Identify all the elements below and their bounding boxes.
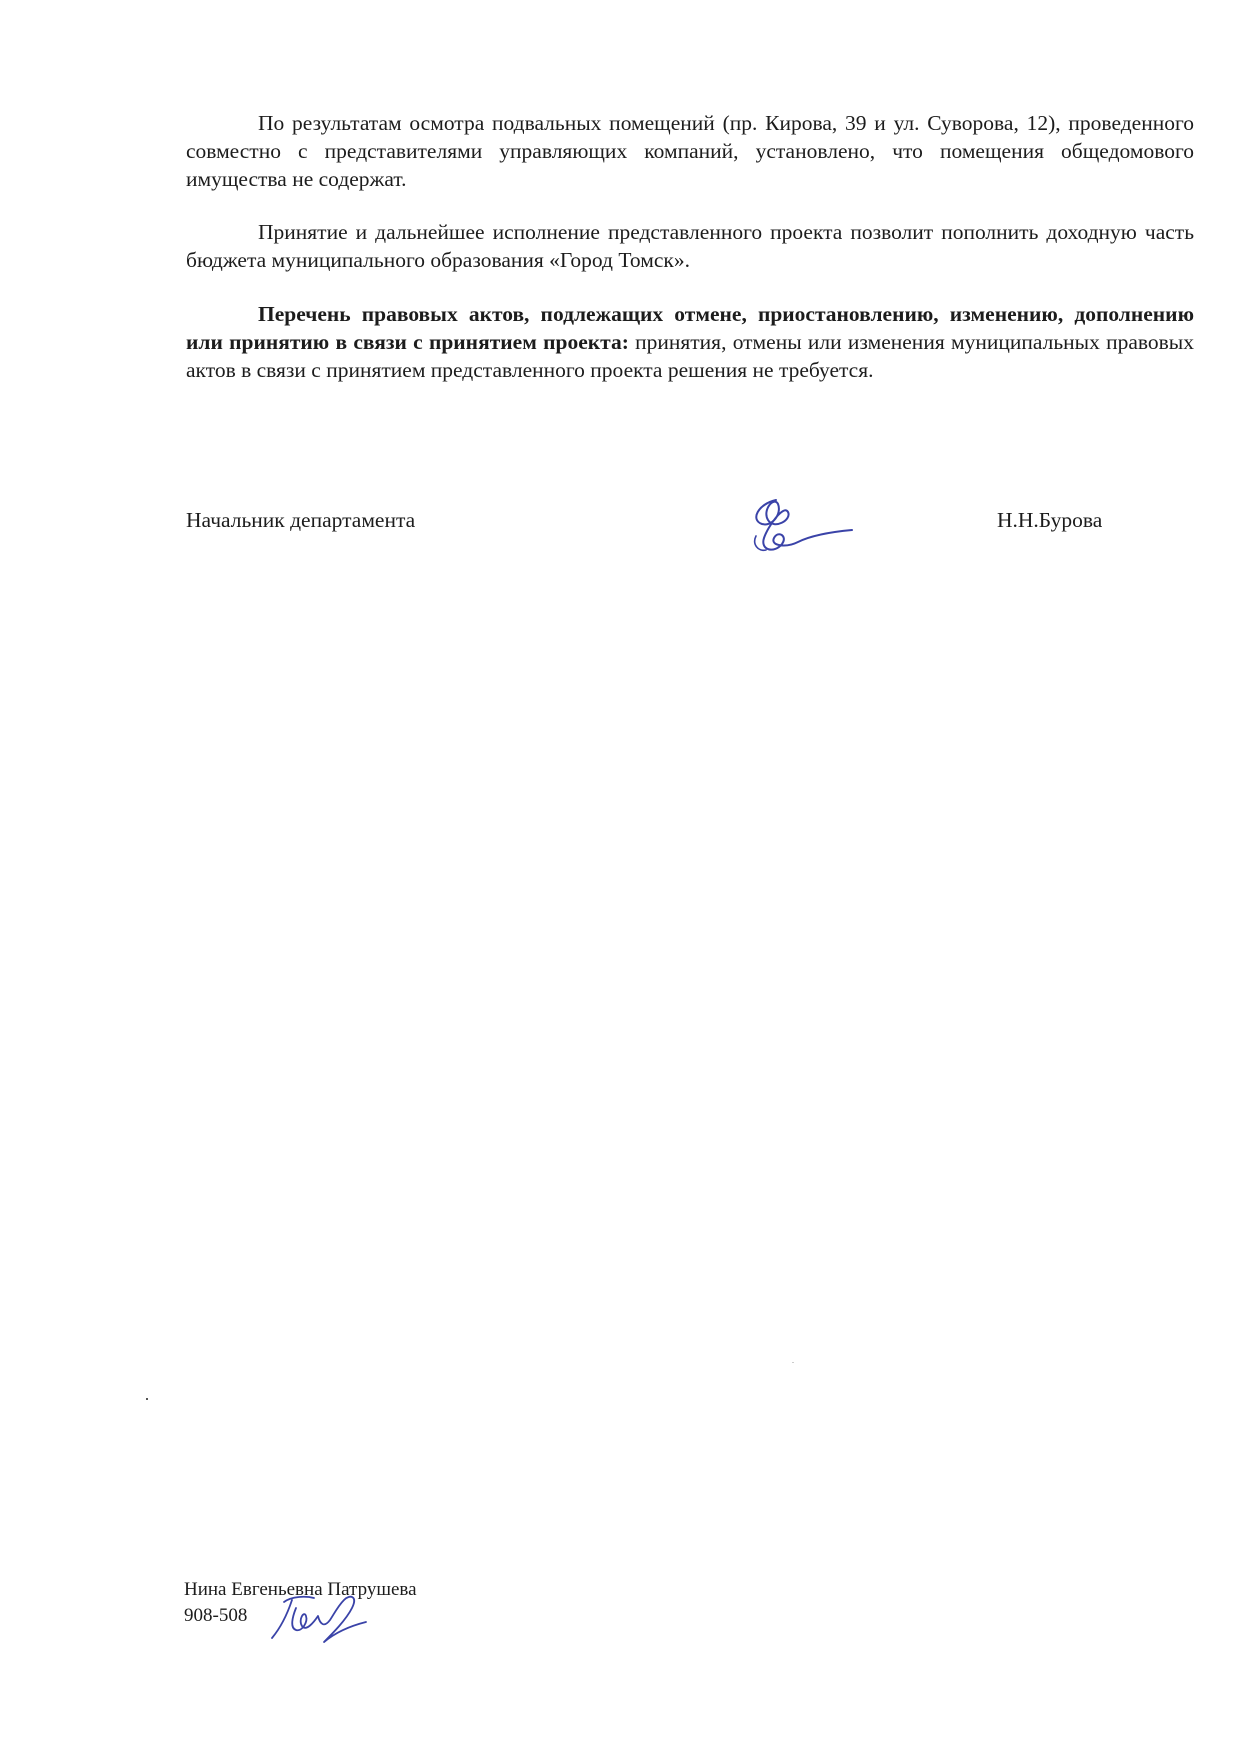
paragraph-budget-effect: Принятие и дальнейшее исполнение представленного проекта позволит пополнить доходную часть бюджета муниципального образования «Город Томск». <box>186 220 1194 272</box>
executor-phone: 908-508 <box>184 1605 248 1626</box>
paragraph-inspection-results: По результатам осмотра подвальных помещений (пр. Кирова, 39 и ул. Суворова, 12), проведенного совместно с представителями управляющих компаний, установлено, что помещения общедомового имущества не содержат. <box>186 111 1194 191</box>
legal-acts-text: принятия, отмены или изменения муниципальных правовых актов в связи с принятием представленного проекта решения не требуется. <box>186 330 1194 382</box>
executor-name: Нина Евгеньевна Патрушева <box>184 1579 417 1600</box>
executor-initials-signature <box>262 1588 378 1648</box>
handwritten-signature <box>748 490 858 560</box>
paragraph-legal-acts <box>186 300 1194 384</box>
signer-position: Начальник департамента <box>186 508 416 532</box>
signer-name: Н.Н.Бурова <box>997 508 1103 532</box>
legal-acts-heading: Перечень правовых актов, подлежащих отмене, приостановлению, изменению, дополнению или принятию в связи с принятием проекта: <box>186 302 1194 354</box>
scan-speck <box>146 1398 148 1400</box>
scan-speck <box>792 1362 794 1363</box>
